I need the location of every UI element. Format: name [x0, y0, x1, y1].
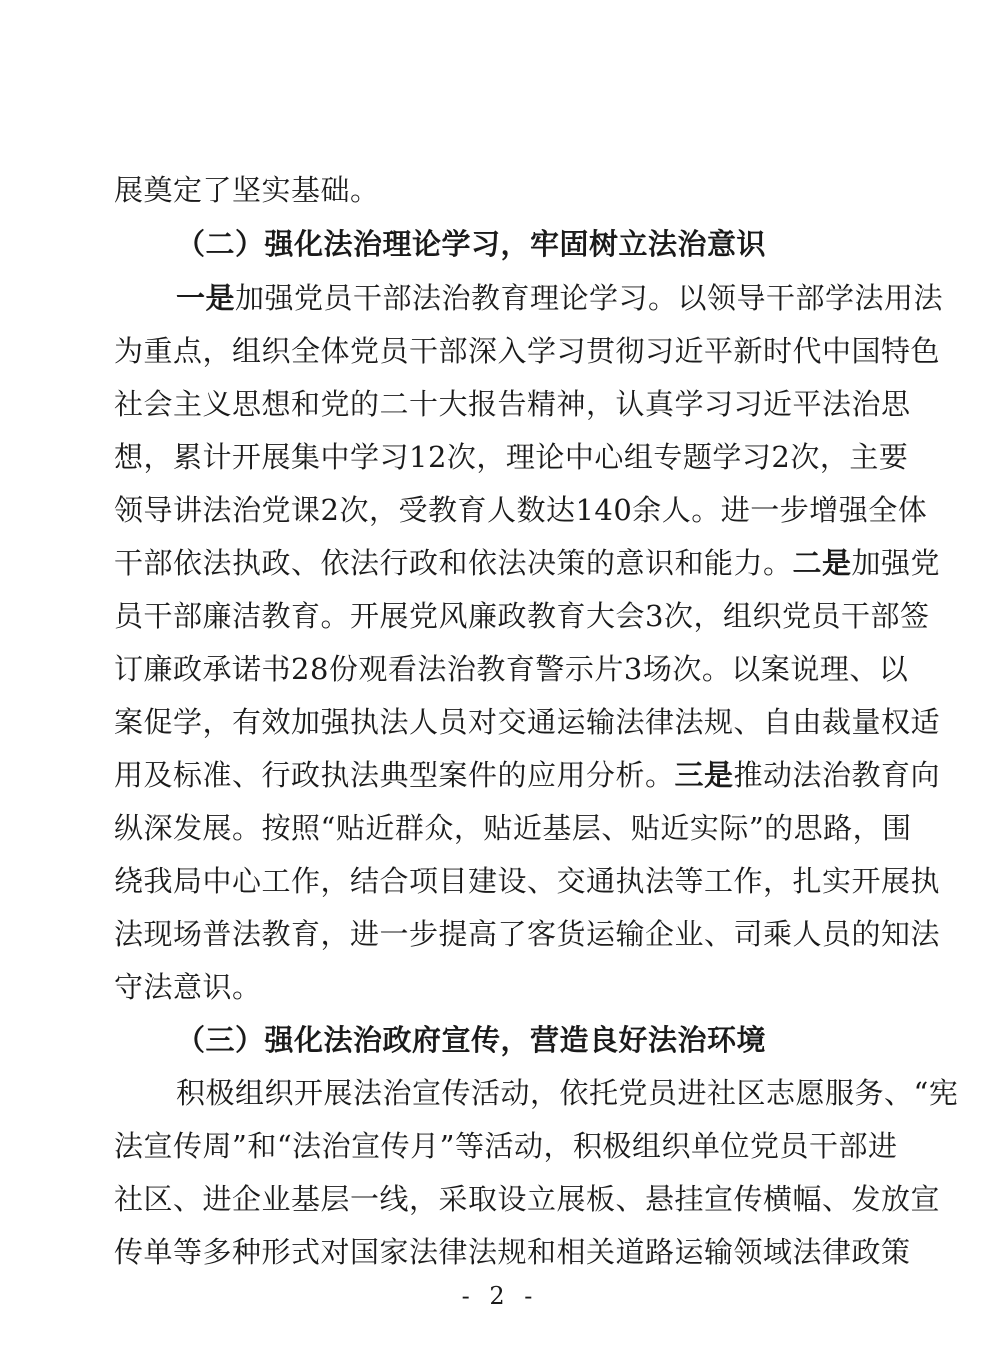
paragraph-line: 纵深发展。按照“贴近群众，贴近基层、贴近实际”的思路，围: [114, 811, 912, 845]
paragraph-line: 干部依法执政、依法行政和依法决策的意识和能力。二是加强党: [114, 546, 941, 580]
paragraph-line: 积极组织开展法治宣传活动，依托党员进社区志愿服务、“宪: [176, 1076, 959, 1110]
paragraph-line: 守法意识。: [114, 970, 262, 1004]
paragraph-line: 展奠定了坚实基础。: [114, 173, 380, 207]
paragraph-line: 为重点，组织全体党员干部深入学习贯彻习近平新时代中国特色: [114, 334, 941, 368]
page-number: - 2 -: [461, 1282, 539, 1310]
paragraph-line: 社区、进企业基层一线，采取设立展板、悬挂宣传横幅、发放宣: [114, 1182, 941, 1216]
paragraph-line: 想，累计开展集中学习12次，理论中心组专题学习2次，主要: [114, 440, 909, 474]
paragraph-line: 订廉政承诺书28份观看法治教育警示片3场次。以案说理、以: [114, 652, 909, 686]
paragraph-line: 法现场普法教育，进一步提高了客货运输企业、司乘人员的知法: [114, 917, 941, 951]
paragraph-line: 员干部廉洁教育。开展党风廉政教育大会3次，组织党员干部签: [114, 599, 930, 633]
paragraph-line: 绕我局中心工作，结合项目建设、交通执法等工作，扎实开展执: [114, 864, 941, 898]
paragraph-line: 用及标准、行政执法典型案件的应用分析。三是推动法治教育向: [114, 758, 941, 792]
paragraph-line: 法宣传周”和“法治宣传月”等活动，积极组织单位党员干部进: [114, 1129, 898, 1163]
section-heading: （三）强化法治政府宣传，营造良好法治环境: [176, 1023, 767, 1057]
section-heading: （二）强化法治理论学习，牢固树立法治意识: [176, 227, 767, 261]
paragraph-line: 一是加强党员干部法治教育理论学习。以领导干部学法用法: [176, 281, 944, 315]
paragraph-line: 案促学，有效加强执法人员对交通运输法律法规、自由裁量权适: [114, 705, 941, 739]
paragraph-line: 社会主义思想和党的二十大报告精神，认真学习习近平法治思: [114, 387, 911, 421]
paragraph-line: 传单等多种形式对国家法律法规和相关道路运输领域法律政策: [114, 1235, 911, 1269]
paragraph-line: 领导讲法治党课2次，受教育人数达140余人。进一步增强全体: [114, 493, 928, 527]
